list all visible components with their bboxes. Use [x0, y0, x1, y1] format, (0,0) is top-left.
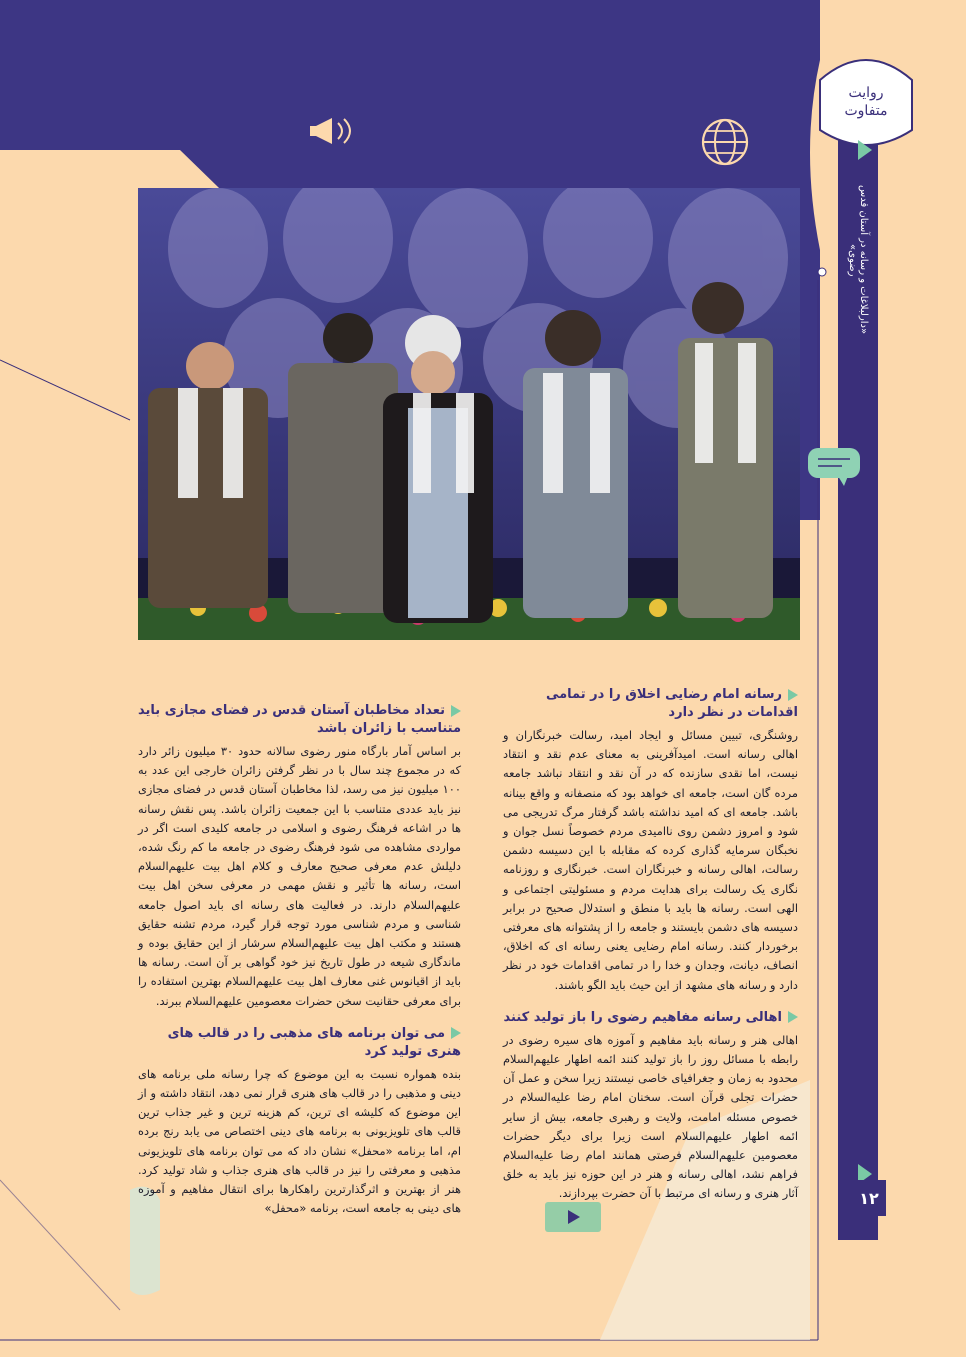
vertical-caption: «دارلبلاغات و رسانه در آستان قدس رضوی»: [847, 185, 869, 335]
section-body: اهالی هنر و رسانه باید مفاهیم و آموزه های سیره رضوی در رابطه با مسائل روز را باز تولید کنند ائمه اطهار علیهم‌السلام محدود به زمان و جغرافیای خاصی نیستند زیرا سخن و عمل آن حضرات تجلی قرآن است. سخنان امام رضا علیه‌السلام در خصوص مسئله امامت، ولایت و رهبری جامعه، بیش از سایر ائمه اطهار علیهم‌السلام است زیرا برای دیگر حضرات معصومین علیهم‌السلام فرصتی همانند امام رضا علیه‌السلام فراهم نشد، اهالی رسانه و هنر در این حوزه نیز باید به خلق آثار هنری و رسانه ای مرتبط با آن حضرت بپردازند.: [503, 1032, 798, 1201]
section-heading: تعداد مخاطبان آستان قدس در فضای مجازی باید متناسب با زائران باشد: [138, 703, 461, 736]
page-number: ۱۲: [859, 1189, 879, 1208]
bullet-triangle-icon: [788, 689, 798, 701]
section-heading: می توان برنامه های مذهبی را در قالب های هنری تولید کرد: [167, 1025, 461, 1059]
ceremony-photo: [138, 188, 800, 640]
left-column: [138, 702, 461, 1218]
bullet-triangle-icon: [788, 1011, 798, 1023]
section-heading: اهالی رسانه مفاهیم رضوی را باز تولید کنند: [503, 1009, 798, 1027]
magazine-logo: روایت متفاوت: [844, 85, 888, 119]
section-body: بنده همواره نسبت به این موضوع که چرا رسانه ملی برنامه های دینی و مذهبی را در قالب های هنری قرار نمی دهد، انتقاد داشته و از این موضوع که کلیشه ای ترین، کم هزینه ترین و غیر جذاب ترین قالب های تلویزیونی به برنامه های دینی اختصاص می یابد رنج برده ام، اما برنامه «محفل» نشان داد که می توان برنامه های تلویزیونی مذهبی و معرفتی را نیز در قالب های هنری جذاب و شاد تولید کرد. هنر از بهترین و اثرگذارترین راهکارها برای انتقال مفاهیم و آموزه های دینی به جامعه است، برنامه «محفل»: [138, 1066, 461, 1216]
section-heading: رسانه امام رضایی اخلاق را در تمامی اقدامات در نظر دارد: [545, 687, 798, 720]
section-body: روشنگری، تبیین مسائل و ایجاد امید، رسالت خبرنگاران و اهالی رسانه است. امیدآفرینی به معنای عدم نقد و انتقاد نیست، اما نقدی سازنده که در آن نقد و انتقاد نباشد جامعه مرده گان است، جامعه ای خواهد بود که منصفانه و واقع بینانه باشد. جامعه ای که امید نداشته باشد گرفتار مرگ تدریجی می شود و امروز دشمن روی ناامیدی مردم خصوصاً نسل جوان و نخبگان سرمایه گذاری کرده که مقابله با این دسیسه دشمن رسالت، اهالی رسانه و خبرنگاران است. خبرنگاری و روزنامه نگاری یک رسالت برای هدایت مردم و مسئولیتی اجتماعی و الهی است. رسانه ها باید با منطق و استدلال صحیح در برابر دسیسه های دشمن بایستند و جامعه را از پشتوانه های معرفتی برخوردار کنند. رسانه امام رضایی یعنی رسانه ای که اخلاق، انصاف، دیانت، وجدان و خدا را در تمامی اقدامات خود در نظر دارد و رسانه های مشهد از این حیث باید الگو باشند.: [503, 728, 798, 992]
bullet-triangle-icon: [451, 705, 461, 717]
right-column: [503, 686, 798, 1204]
bullet-triangle-icon: [451, 1027, 461, 1039]
section-body: بر اساس آمار بارگاه منور رضوی سالانه حدود ۳۰ میلیون زائر دارد که در مجموع چند سال با در نظر گرفتن زائران خارجی این عدد به ۱۰۰ میلیون نیز می رسد، لذا مخاطبان آستان قدس در فضای مجازی نیز باید عددی متناسب با این جمعیت زائران باشد. پس نقش رسانه ها در اشاعه فرهنگ رضوی و اسلامی در جامعه کلیدی است اگر در مواردی مشاهده می شود فرهنگ رضوی در جامعه ما کم رنگ شده، دلیلش عدم معرفی صحیح معارف و کلام اهل بیت علیهم‌السلام است، رسانه ها تأثیر و نقش مهمی در معرفی سخن اهل بیت علیهم‌السلام دارند. در فعالیت های رسانه ای باید اصول جامعه شناسی و مردم شناسی مورد توجه قرار گیرد، مردم تشنه حقایق هستند و مکتب اهل بیت علیهم‌السلام سرشار از این حقایق بوده و ماندگاری شیعه در طول تاریخ نیز خود گواهی بر آن است. رسانه ها باید از اقیانوس غنی معارف اهل بیت علیهم‌السلام بهترین استفاده را برای معرفی حقانیت سخن حضرات معصومین علیهم‌السلام ببرند.: [138, 744, 461, 1008]
